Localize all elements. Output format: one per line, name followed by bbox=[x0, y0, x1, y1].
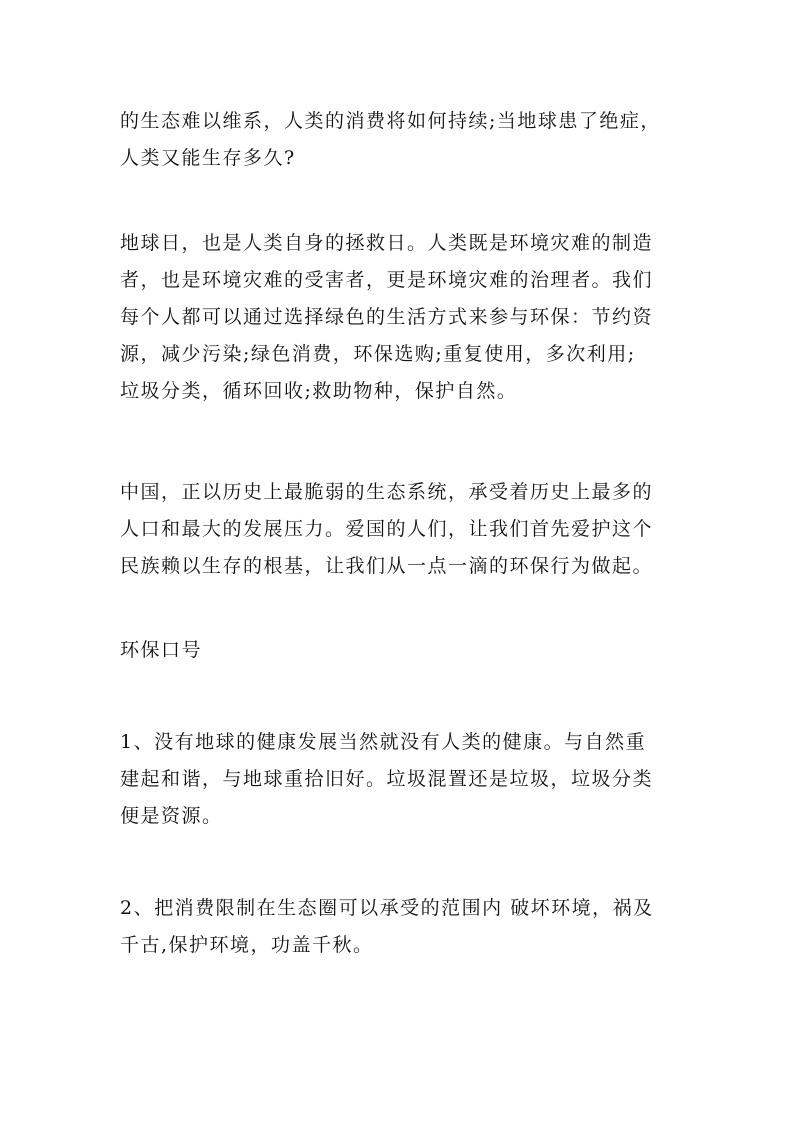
paragraph-2-line: 垃圾分类，循环回收;救助物种，保护自然。 bbox=[120, 380, 518, 402]
slogan-2 bbox=[120, 890, 700, 964]
paragraph-3 bbox=[120, 474, 700, 585]
paragraph-2-line: 每个人都可以通过选择绿色的生活方式来参与环保：节约资 bbox=[120, 306, 654, 328]
paragraph-1 bbox=[120, 103, 700, 177]
slogan-1 bbox=[120, 724, 700, 835]
paragraph-2-line: 源，减少污染;绿色消费，环保选购;重复使用，多次利用; bbox=[120, 343, 636, 365]
paragraph-2-line: 地球日，也是人类自身的拯救日。人类既是环境灾难的制造 bbox=[120, 232, 654, 254]
slogan-1-line: 建起和谐，与地球重拾旧好。垃圾混置还是垃圾，垃圾分类 bbox=[120, 768, 654, 790]
paragraph-3-line: 民族赖以生存的根基，让我们从一点一滴的环保行为做起。 bbox=[120, 555, 654, 577]
section-heading bbox=[120, 632, 700, 669]
paragraph-2 bbox=[120, 225, 700, 410]
paragraph-1-line: 的生态难以维系，人类的消费将如何持续;当地球患了绝症， bbox=[120, 110, 661, 132]
paragraph-3-line: 人口和最大的发展压力。爱国的人们，让我们首先爱护这个 bbox=[120, 518, 654, 540]
slogan-1-line: 1、没有地球的健康发展当然就没有人类的健康。与自然重 bbox=[120, 731, 647, 753]
paragraph-1-line: 人类又能生存多久? bbox=[120, 147, 296, 169]
slogan-2-line: 千古,保护环境，功盖千秋。 bbox=[120, 934, 374, 956]
slogan-2-line: 2、把消费限制在生态圈可以承受的范围内 破坏环境，祸及 bbox=[120, 897, 654, 919]
section-heading-text: 环保口号 bbox=[120, 639, 203, 661]
paragraph-2-line: 者，也是环境灾难的受害者，更是环境灾难的治理者。我们 bbox=[120, 269, 654, 291]
slogan-1-line: 便是资源。 bbox=[120, 805, 223, 827]
paragraph-3-line: 中国，正以历史上最脆弱的生态系统，承受着历史上最多的 bbox=[120, 481, 654, 503]
